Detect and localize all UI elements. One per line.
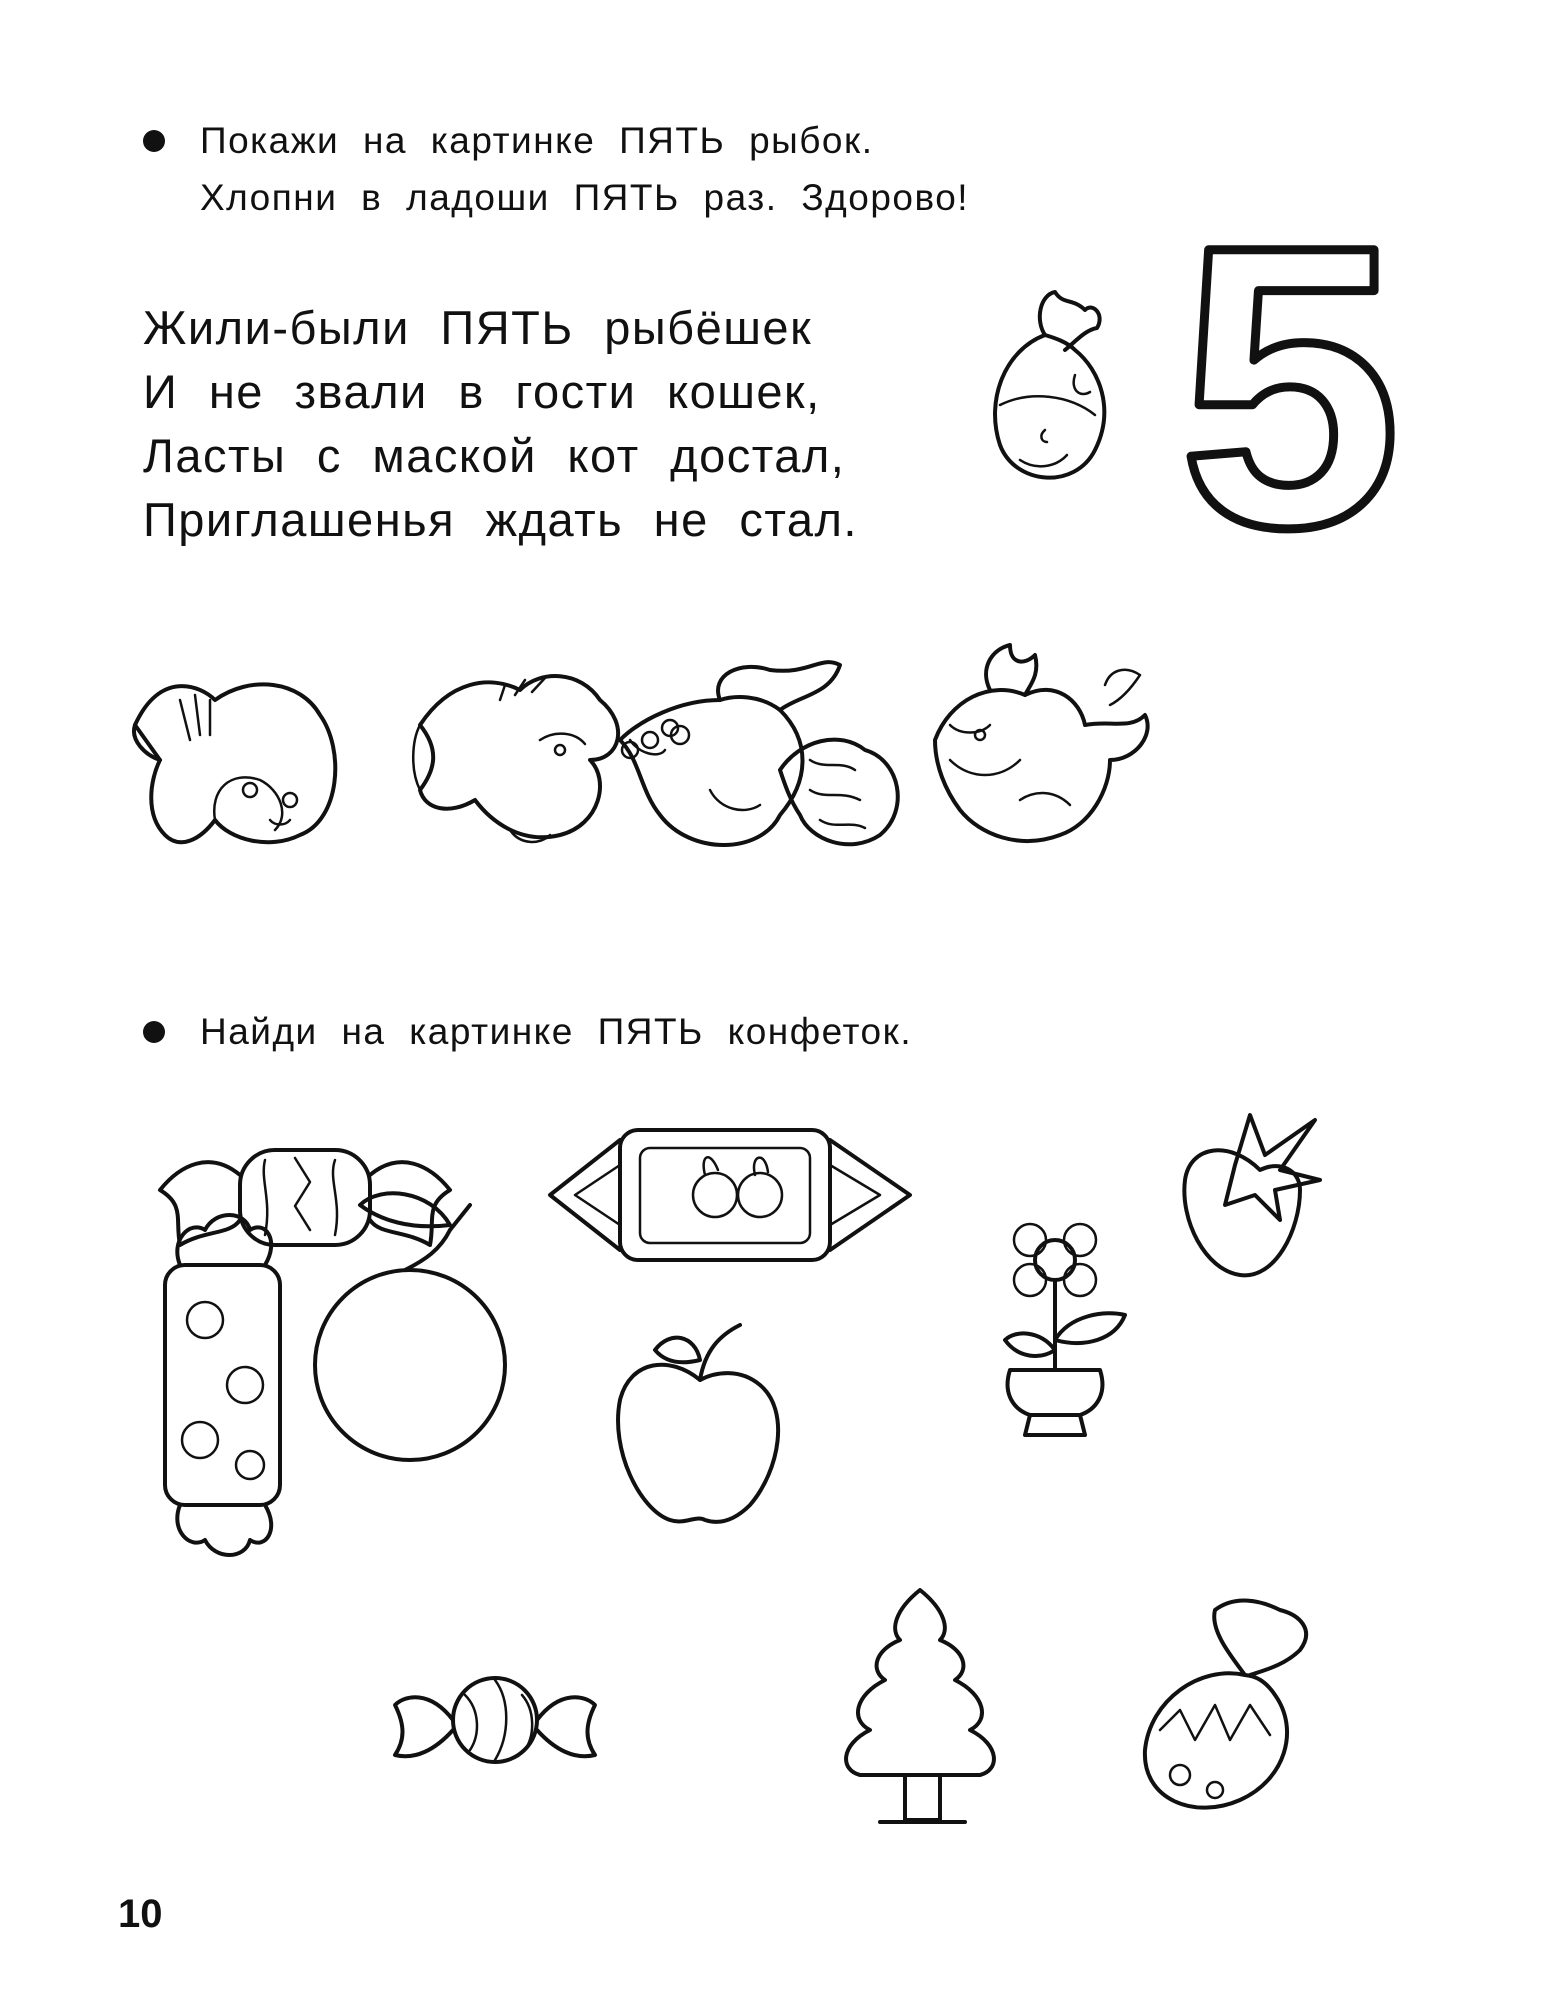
number-five-figure (1145, 210, 1435, 555)
task-fish-instruction (145, 112, 969, 226)
strawberry-icon (1184, 1115, 1320, 1275)
round-candy-icon (395, 1678, 595, 1762)
fir-tree-icon (846, 1590, 994, 1822)
fish-icon (134, 684, 335, 842)
instruction-line: Хлопни в ладоши ПЯТЬ раз. Здорово! (200, 177, 970, 218)
fish-icon (413, 676, 678, 842)
twisted-candy-icon (1145, 1601, 1306, 1808)
orange-icon (315, 1193, 505, 1460)
page-number: 10 (118, 1892, 163, 1936)
poem (143, 296, 858, 552)
bunny-candy-icon (550, 1130, 910, 1260)
small-fish-icon (975, 280, 1125, 495)
poem-line: Ласты с маской кот достал, (143, 429, 846, 482)
flower-candy-icon (165, 1215, 280, 1555)
fish-icon (935, 645, 1148, 841)
fish-row (120, 640, 1420, 880)
flower-pot-icon (1005, 1224, 1125, 1435)
instruction-line: Покажи на картинке ПЯТЬ рыбок. (200, 120, 874, 161)
bullet-icon (143, 1021, 165, 1043)
fish-icon (620, 662, 898, 845)
candy-search-picture (150, 1110, 1450, 1840)
apple-icon (618, 1325, 778, 1522)
bullet-icon (143, 130, 165, 152)
poem-line: Жили-были ПЯТЬ рыбёшек (143, 301, 813, 354)
task-candy-instruction (145, 1003, 912, 1060)
poem-line: И не звали в гости кошек, (143, 365, 821, 418)
instruction-line: Найди на картинке ПЯТЬ конфеток. (200, 1011, 913, 1052)
number-five: 5 (1178, 210, 1402, 555)
poem-line: Приглашенья ждать не стал. (143, 493, 858, 546)
